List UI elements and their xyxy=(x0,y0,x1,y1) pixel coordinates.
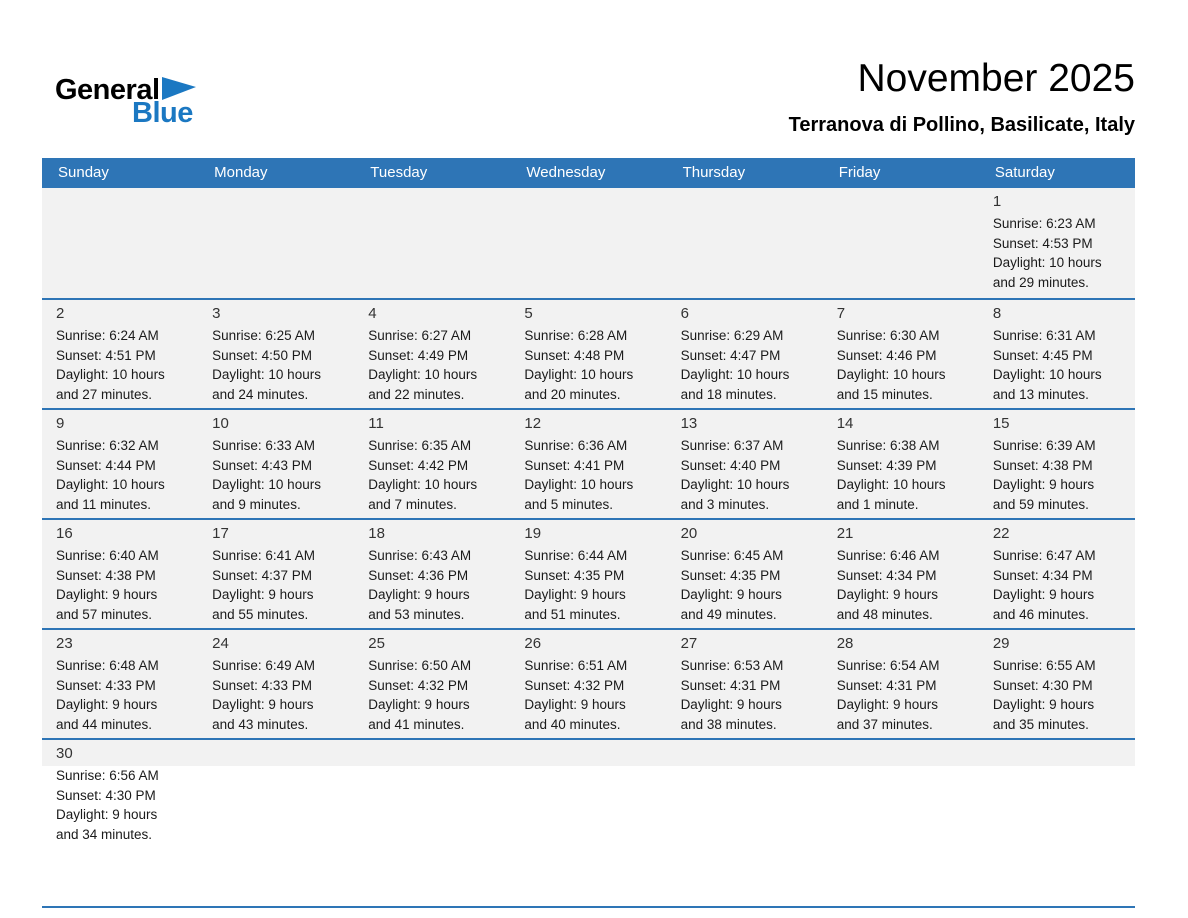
daylight-line-1: Daylight: 10 hours xyxy=(524,367,634,382)
day-cell-8 xyxy=(979,300,1135,408)
daylight-line-2: and 38 minutes. xyxy=(680,716,777,732)
day-number: 12 xyxy=(524,415,542,432)
daylight-line-2: and 49 minutes. xyxy=(680,606,777,622)
sunrise-line: Sunrise: 6:28 AM xyxy=(524,328,628,343)
sunrise-line: Sunrise: 6:41 AM xyxy=(212,548,315,563)
month-title: November 2025 xyxy=(857,57,1135,100)
daylight-line-2: and 1 minute. xyxy=(836,496,919,512)
sunrise-line: Sunrise: 6:40 AM xyxy=(56,548,159,563)
day-number: 20 xyxy=(680,525,698,542)
day-cell-17 xyxy=(198,520,354,628)
day-number: 22 xyxy=(992,525,1010,542)
day-cell-empty xyxy=(354,740,510,906)
day-cell-4 xyxy=(354,300,510,408)
sunset-line: Sunset: 4:33 PM xyxy=(212,677,312,693)
logo-text-general: General xyxy=(55,74,160,106)
day-number: 9 xyxy=(56,415,65,432)
sunrise-line: Sunrise: 6:32 AM xyxy=(56,438,159,453)
week-row-5 xyxy=(42,628,1135,738)
day-number: 26 xyxy=(524,635,542,652)
daylight-line-1: Daylight: 9 hours xyxy=(56,587,158,602)
day-number: 28 xyxy=(836,635,854,652)
general-blue-logo xyxy=(55,76,196,128)
daylight-line-2: and 37 minutes. xyxy=(836,716,933,732)
sunrise-line: Sunrise: 6:27 AM xyxy=(368,328,472,343)
daylight-line-2: and 20 minutes. xyxy=(524,386,621,402)
daylight-line-1: Daylight: 9 hours xyxy=(680,697,782,712)
day-number: 19 xyxy=(524,525,542,542)
day-number: 13 xyxy=(680,415,698,432)
day-cell-30 xyxy=(42,740,198,906)
daylight-line-2: and 46 minutes. xyxy=(992,606,1089,622)
day-cell-28 xyxy=(823,630,979,738)
weekday-header-tuesday: Tuesday xyxy=(370,164,428,181)
sunset-line: Sunset: 4:34 PM xyxy=(836,567,937,583)
daylight-line-2: and 7 minutes. xyxy=(368,496,457,512)
day-number: 2 xyxy=(56,305,65,322)
daylight-line-2: and 34 minutes. xyxy=(56,826,153,842)
daylight-line-2: and 41 minutes. xyxy=(368,716,465,732)
daylight-line-1: Daylight: 9 hours xyxy=(836,697,939,712)
daylight-line-1: Daylight: 10 hours xyxy=(992,255,1102,270)
sunrise-line: Sunrise: 6:37 AM xyxy=(680,438,784,453)
day-number: 4 xyxy=(368,305,377,322)
sunset-line: Sunset: 4:30 PM xyxy=(56,787,156,803)
day-number: 7 xyxy=(836,305,846,322)
daylight-line-2: and 27 minutes. xyxy=(56,386,153,402)
sunrise-line: Sunrise: 6:55 AM xyxy=(992,658,1096,673)
day-cell-14 xyxy=(823,410,979,518)
sunrise-line: Sunrise: 6:35 AM xyxy=(368,438,472,453)
day-number: 15 xyxy=(992,415,1010,432)
daylight-line-1: Daylight: 9 hours xyxy=(524,587,626,602)
day-number: 14 xyxy=(836,415,854,432)
sunrise-line: Sunrise: 6:30 AM xyxy=(836,328,940,343)
day-cell-15 xyxy=(979,410,1135,518)
day-number: 8 xyxy=(992,305,1002,322)
day-number: 27 xyxy=(680,635,698,652)
day-number: 29 xyxy=(992,635,1010,652)
daylight-line-2: and 15 minutes. xyxy=(836,386,933,402)
daylight-line-2: and 59 minutes. xyxy=(992,496,1089,512)
daylight-line-1: Daylight: 9 hours xyxy=(212,697,314,712)
weekday-header-monday: Monday xyxy=(214,164,268,181)
day-number: 17 xyxy=(212,525,229,542)
day-cell-12 xyxy=(510,410,666,518)
day-cell-empty xyxy=(354,188,510,298)
title-block xyxy=(789,50,1135,137)
day-number: 30 xyxy=(56,745,73,762)
daylight-line-2: and 13 minutes. xyxy=(992,386,1089,402)
sunset-line: Sunset: 4:35 PM xyxy=(524,567,625,583)
daylight-line-2: and 24 minutes. xyxy=(212,386,309,402)
daylight-line-2: and 22 minutes. xyxy=(368,386,465,402)
sunset-line: Sunset: 4:48 PM xyxy=(524,347,625,363)
sunset-line: Sunset: 4:36 PM xyxy=(368,567,469,583)
day-cell-empty xyxy=(667,740,823,906)
week-row-4 xyxy=(42,518,1135,628)
day-cell-10 xyxy=(198,410,354,518)
daylight-line-1: Daylight: 10 hours xyxy=(212,367,321,382)
sunrise-line: Sunrise: 6:56 AM xyxy=(56,768,159,783)
weekday-header-row xyxy=(42,158,1135,188)
sunset-line: Sunset: 4:32 PM xyxy=(524,677,625,693)
day-cell-empty xyxy=(198,740,354,906)
calendar xyxy=(42,158,1135,908)
day-cell-24 xyxy=(198,630,354,738)
sunset-line: Sunset: 4:33 PM xyxy=(56,677,156,693)
sunrise-line: Sunrise: 6:23 AM xyxy=(992,216,1096,231)
daylight-line-1: Daylight: 9 hours xyxy=(992,697,1095,712)
daylight-line-2: and 43 minutes. xyxy=(212,716,309,732)
day-number: 5 xyxy=(524,305,533,322)
daylight-line-2: and 9 minutes. xyxy=(212,496,301,512)
sunset-line: Sunset: 4:43 PM xyxy=(212,457,312,473)
weekday-header-friday: Friday xyxy=(838,164,881,181)
location-subtitle: Terranova di Pollino, Basilicate, Italy xyxy=(788,113,1135,136)
daylight-line-2: and 51 minutes. xyxy=(524,606,621,622)
sunset-line: Sunset: 4:31 PM xyxy=(836,677,937,693)
sunrise-line: Sunrise: 6:39 AM xyxy=(992,438,1096,453)
week-row-1 xyxy=(42,188,1135,298)
sunrise-line: Sunrise: 6:38 AM xyxy=(836,438,940,453)
day-cell-21 xyxy=(823,520,979,628)
sunrise-line: Sunrise: 6:31 AM xyxy=(992,328,1096,343)
calendar-grid xyxy=(42,188,1135,908)
daylight-line-1: Daylight: 10 hours xyxy=(836,477,946,492)
day-number: 3 xyxy=(212,305,221,322)
day-cell-empty xyxy=(510,740,666,906)
sunset-line: Sunset: 4:47 PM xyxy=(680,347,781,363)
sunrise-line: Sunrise: 6:47 AM xyxy=(992,548,1096,563)
sunrise-line: Sunrise: 6:53 AM xyxy=(680,658,784,673)
sunset-line: Sunset: 4:35 PM xyxy=(680,567,781,583)
sunset-line: Sunset: 4:44 PM xyxy=(56,457,156,473)
daylight-line-1: Daylight: 10 hours xyxy=(992,367,1102,382)
daylight-line-1: Daylight: 10 hours xyxy=(56,477,165,492)
sunset-line: Sunset: 4:30 PM xyxy=(992,677,1093,693)
day-cell-23 xyxy=(42,630,198,738)
sunset-line: Sunset: 4:49 PM xyxy=(368,347,469,363)
day-number: 25 xyxy=(368,635,385,652)
day-number: 24 xyxy=(212,635,229,652)
day-cell-16 xyxy=(42,520,198,628)
weekday-header-thursday: Thursday xyxy=(682,164,746,181)
day-cell-empty xyxy=(510,188,666,298)
day-number: 10 xyxy=(212,415,229,432)
daylight-line-2: and 48 minutes. xyxy=(836,606,933,622)
sunset-line: Sunset: 4:31 PM xyxy=(680,677,781,693)
day-number: 6 xyxy=(680,305,689,322)
day-cell-empty xyxy=(198,188,354,298)
daylight-line-1: Daylight: 9 hours xyxy=(524,697,626,712)
daylight-line-2: and 53 minutes. xyxy=(368,606,465,622)
sunrise-line: Sunrise: 6:46 AM xyxy=(836,548,940,563)
daylight-line-1: Daylight: 10 hours xyxy=(368,477,478,492)
daylight-line-2: and 55 minutes. xyxy=(212,606,309,622)
sunrise-line: Sunrise: 6:33 AM xyxy=(212,438,315,453)
daylight-line-2: and 29 minutes. xyxy=(992,274,1089,290)
sunrise-line: Sunrise: 6:29 AM xyxy=(680,328,784,343)
day-cell-29 xyxy=(979,630,1135,738)
daylight-line-2: and 3 minutes. xyxy=(680,496,770,512)
week-row-2 xyxy=(42,298,1135,408)
sunset-line: Sunset: 4:39 PM xyxy=(836,457,937,473)
sunrise-line: Sunrise: 6:54 AM xyxy=(836,658,940,673)
day-number: 11 xyxy=(368,415,384,432)
week-row-3 xyxy=(42,408,1135,518)
sunset-line: Sunset: 4:50 PM xyxy=(212,347,312,363)
daylight-line-1: Daylight: 10 hours xyxy=(680,367,790,382)
sunset-line: Sunset: 4:37 PM xyxy=(212,567,312,583)
day-cell-empty xyxy=(979,740,1135,906)
sunset-line: Sunset: 4:40 PM xyxy=(680,457,781,473)
daylight-line-2: and 11 minutes. xyxy=(56,496,152,512)
daylight-line-2: and 18 minutes. xyxy=(680,386,777,402)
day-cell-25 xyxy=(354,630,510,738)
daylight-line-2: and 5 minutes. xyxy=(524,496,613,512)
daylight-line-1: Daylight: 9 hours xyxy=(56,807,158,822)
sunset-line: Sunset: 4:46 PM xyxy=(836,347,937,363)
day-number: 21 xyxy=(836,525,854,542)
day-cell-13 xyxy=(667,410,823,518)
day-cell-18 xyxy=(354,520,510,628)
day-cell-9 xyxy=(42,410,198,518)
daylight-line-1: Daylight: 10 hours xyxy=(56,367,165,382)
daylight-line-1: Daylight: 9 hours xyxy=(368,697,470,712)
day-cell-empty xyxy=(42,188,198,298)
day-cell-3 xyxy=(198,300,354,408)
day-cell-26 xyxy=(510,630,666,738)
daylight-line-1: Daylight: 10 hours xyxy=(212,477,321,492)
sunset-line: Sunset: 4:32 PM xyxy=(368,677,469,693)
sunset-line: Sunset: 4:34 PM xyxy=(992,567,1093,583)
sunset-line: Sunset: 4:51 PM xyxy=(56,347,156,363)
day-cell-20 xyxy=(667,520,823,628)
sunrise-line: Sunrise: 6:50 AM xyxy=(368,658,472,673)
sunrise-line: Sunrise: 6:44 AM xyxy=(524,548,628,563)
week-row-6 xyxy=(42,738,1135,908)
sunrise-line: Sunrise: 6:43 AM xyxy=(368,548,472,563)
daylight-line-1: Daylight: 9 hours xyxy=(992,587,1095,602)
day-cell-2 xyxy=(42,300,198,408)
daylight-line-1: Daylight: 10 hours xyxy=(836,367,946,382)
sunrise-line: Sunrise: 6:25 AM xyxy=(212,328,315,343)
day-cell-11 xyxy=(354,410,510,518)
daylight-line-1: Daylight: 9 hours xyxy=(836,587,939,602)
day-cell-empty xyxy=(823,188,979,298)
daylight-line-2: and 35 minutes. xyxy=(992,716,1089,732)
sunset-line: Sunset: 4:45 PM xyxy=(992,347,1093,363)
day-cell-5 xyxy=(510,300,666,408)
day-cell-empty xyxy=(667,188,823,298)
weekday-header-saturday: Saturday xyxy=(994,164,1055,181)
day-number: 1 xyxy=(992,193,1002,210)
daylight-line-1: Daylight: 10 hours xyxy=(368,367,478,382)
sunset-line: Sunset: 4:41 PM xyxy=(524,457,625,473)
daylight-line-1: Daylight: 9 hours xyxy=(368,587,470,602)
sunrise-line: Sunrise: 6:45 AM xyxy=(680,548,784,563)
day-number: 18 xyxy=(368,525,385,542)
day-number: 16 xyxy=(56,525,73,542)
daylight-line-1: Daylight: 9 hours xyxy=(680,587,782,602)
day-cell-27 xyxy=(667,630,823,738)
weekday-header-wednesday: Wednesday xyxy=(526,164,606,181)
sunrise-line: Sunrise: 6:51 AM xyxy=(524,658,628,673)
daylight-line-1: Daylight: 10 hours xyxy=(680,477,790,492)
daylight-line-1: Daylight: 10 hours xyxy=(524,477,634,492)
daylight-line-1: Daylight: 9 hours xyxy=(212,587,314,602)
day-cell-1 xyxy=(979,188,1135,298)
day-number: 23 xyxy=(56,635,73,652)
day-cell-19 xyxy=(510,520,666,628)
sunset-line: Sunset: 4:38 PM xyxy=(992,457,1093,473)
sunset-line: Sunset: 4:53 PM xyxy=(992,235,1093,251)
sunrise-line: Sunrise: 6:48 AM xyxy=(56,658,159,673)
daylight-line-1: Daylight: 9 hours xyxy=(56,697,158,712)
day-cell-22 xyxy=(979,520,1135,628)
sunrise-line: Sunrise: 6:24 AM xyxy=(56,328,159,343)
day-cell-empty xyxy=(823,740,979,906)
sunset-line: Sunset: 4:42 PM xyxy=(368,457,469,473)
daylight-line-2: and 40 minutes. xyxy=(524,716,621,732)
day-cell-7 xyxy=(823,300,979,408)
page-header xyxy=(0,0,1188,158)
daylight-line-2: and 57 minutes. xyxy=(56,606,153,622)
day-cell-6 xyxy=(667,300,823,408)
daylight-line-1: Daylight: 9 hours xyxy=(992,477,1095,492)
daylight-line-2: and 44 minutes. xyxy=(56,716,153,732)
sunset-line: Sunset: 4:38 PM xyxy=(56,567,156,583)
logo-text-blue: Blue xyxy=(132,97,193,129)
sunrise-line: Sunrise: 6:49 AM xyxy=(212,658,315,673)
sunrise-line: Sunrise: 6:36 AM xyxy=(524,438,628,453)
weekday-header-sunday: Sunday xyxy=(58,164,109,181)
